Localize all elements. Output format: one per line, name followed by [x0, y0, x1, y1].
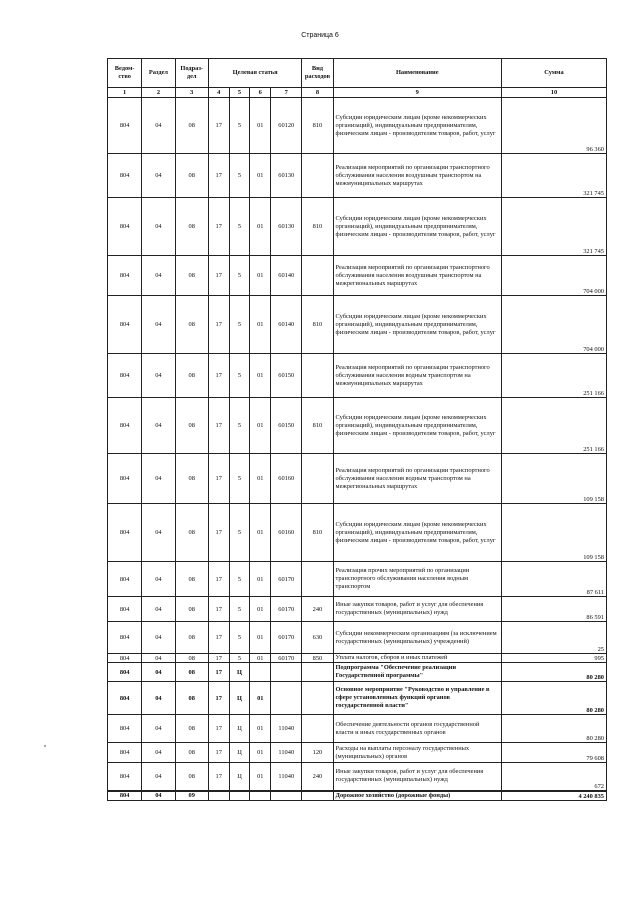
cell-t2: 5 [229, 98, 250, 154]
table-row [108, 98, 607, 154]
cell-razdel: 04 [142, 354, 175, 398]
cell-name: Реализация мероприятий по организации транспортного обслуживания населения водным транспортом на межрегиональных маршрутах [333, 454, 501, 504]
cell-t4: 60160 [271, 454, 302, 504]
cell-t2: 5 [229, 256, 250, 296]
cell-t2: 5 [229, 622, 250, 654]
cell-podrazdel: 08 [175, 682, 208, 715]
scan-speck [44, 745, 46, 747]
cell-ved: 804 [108, 791, 142, 801]
table-row [108, 763, 607, 791]
cell-podrazdel: 08 [175, 622, 208, 654]
cell-razdel: 04 [142, 198, 175, 256]
cell-razdel: 04 [142, 454, 175, 504]
cell-t1: 17 [208, 154, 229, 198]
cell-t3: 01 [250, 454, 271, 504]
header-name: Наименование [333, 59, 501, 88]
cell-sum: 109 158 [501, 504, 606, 562]
cell-podrazdel: 08 [175, 562, 208, 597]
cell-vid: 810 [302, 98, 333, 154]
cell-t4: 11040 [271, 763, 302, 791]
budget-table [107, 58, 607, 801]
cell-t2: Ц [229, 743, 250, 763]
cell-podrazdel: 08 [175, 743, 208, 763]
cell-sum: 86 591 [501, 597, 606, 622]
cell-name: Реализация прочих мероприятий по организации транспортного обслуживания населения водным транспортом [333, 562, 501, 597]
table-row [108, 663, 607, 682]
cell-sum: 80 280 [501, 682, 606, 715]
cell-vid [302, 562, 333, 597]
cell-ved: 804 [108, 354, 142, 398]
table-row [108, 154, 607, 198]
cell-t3: 01 [250, 354, 271, 398]
cell-t3: 01 [250, 296, 271, 354]
cell-t2: 5 [229, 198, 250, 256]
cell-name: Иные закупки товаров, работ и услуг для обеспечения государственных (муниципальных) нужд [333, 597, 501, 622]
cell-sum: 87 611 [501, 562, 606, 597]
cell-t3: 01 [250, 562, 271, 597]
cell-ved: 804 [108, 562, 142, 597]
cell-ved: 804 [108, 654, 142, 663]
cell-t2: Ц [229, 763, 250, 791]
table-row [108, 398, 607, 454]
cell-t2: 5 [229, 354, 250, 398]
cell-t1: 17 [208, 354, 229, 398]
cell-t4: 60120 [271, 98, 302, 154]
cell-podrazdel: 08 [175, 198, 208, 256]
cell-t4: 60140 [271, 296, 302, 354]
cell-t4: 60170 [271, 654, 302, 663]
cell-t2: 5 [229, 154, 250, 198]
cell-t1: 17 [208, 763, 229, 791]
cell-t1 [208, 791, 229, 801]
table-row [108, 256, 607, 296]
cell-razdel: 04 [142, 562, 175, 597]
table-row [108, 682, 607, 715]
cell-t4: 60170 [271, 622, 302, 654]
cell-sum: 4 240 835 [501, 791, 606, 801]
header-vid: Вид расходов [302, 59, 333, 88]
cell-vid: 850 [302, 654, 333, 663]
cell-name: Субсидии юридическим лицам (кроме некоммерческих организаций), индивидуальным предпринимателям, физическим лицам - производителям товаров, работ, услуг [333, 504, 501, 562]
cell-t3: 01 [250, 682, 271, 715]
col-number: 10 [501, 88, 606, 98]
cell-ved: 804 [108, 454, 142, 504]
col-number: 6 [250, 88, 271, 98]
cell-vid [302, 256, 333, 296]
cell-ved: 804 [108, 743, 142, 763]
cell-vid: 240 [302, 763, 333, 791]
table-body [108, 98, 607, 801]
col-number: 3 [175, 88, 208, 98]
cell-name: Субсидии юридическим лицам (кроме некоммерческих организаций), индивидуальным предпринимателям, физическим лицам - производителям товаров, работ, услуг [333, 98, 501, 154]
cell-t2: 5 [229, 597, 250, 622]
cell-podrazdel: 08 [175, 654, 208, 663]
cell-sum: 704 000 [501, 256, 606, 296]
cell-t4 [271, 682, 302, 715]
cell-t4 [271, 663, 302, 682]
cell-t1: 17 [208, 296, 229, 354]
cell-ved: 804 [108, 663, 142, 682]
cell-razdel: 04 [142, 504, 175, 562]
table-row [108, 504, 607, 562]
cell-t1: 17 [208, 663, 229, 682]
cell-razdel: 04 [142, 715, 175, 743]
cell-t2: Ц [229, 663, 250, 682]
cell-t4 [271, 791, 302, 801]
cell-ved: 804 [108, 763, 142, 791]
cell-t1: 17 [208, 454, 229, 504]
cell-t4: 60150 [271, 354, 302, 398]
cell-vid [302, 791, 333, 801]
cell-t1: 17 [208, 597, 229, 622]
cell-vid [302, 154, 333, 198]
cell-t3: 01 [250, 654, 271, 663]
table-row [108, 597, 607, 622]
cell-t3: 01 [250, 198, 271, 256]
table-row [108, 198, 607, 256]
cell-name: Расходы на выплаты персоналу государственных (муниципальных) органов [333, 743, 501, 763]
cell-name: Дорожное хозяйство (дорожные фонды) [333, 791, 501, 801]
header-sum: Сумма [501, 59, 606, 88]
cell-t2: 5 [229, 654, 250, 663]
col-number: 1 [108, 88, 142, 98]
col-number: 4 [208, 88, 229, 98]
cell-t2: 5 [229, 504, 250, 562]
cell-razdel: 04 [142, 743, 175, 763]
cell-t4: 60150 [271, 398, 302, 454]
cell-name: Субсидии юридическим лицам (кроме некоммерческих организаций), индивидуальным предпринимателям, физическим лицам - производителям товаров, работ, услуг [333, 296, 501, 354]
cell-t2: Ц [229, 682, 250, 715]
cell-t3 [250, 791, 271, 801]
cell-ved: 804 [108, 154, 142, 198]
cell-razdel: 04 [142, 398, 175, 454]
cell-vid [302, 682, 333, 715]
table-row [108, 743, 607, 763]
cell-t3: 01 [250, 597, 271, 622]
cell-razdel: 04 [142, 256, 175, 296]
cell-t2 [229, 791, 250, 801]
cell-name: Субсидии некоммерческим организациям (за исключением государственных (муниципальных) учреждений) [333, 622, 501, 654]
cell-vid: 240 [302, 597, 333, 622]
cell-t2: Ц [229, 715, 250, 743]
cell-vid: 630 [302, 622, 333, 654]
cell-podrazdel: 08 [175, 154, 208, 198]
cell-sum: 109 158 [501, 454, 606, 504]
cell-razdel: 04 [142, 296, 175, 354]
cell-vid [302, 715, 333, 743]
cell-t1: 17 [208, 622, 229, 654]
cell-t4: 11040 [271, 743, 302, 763]
cell-t3: 01 [250, 398, 271, 454]
cell-name: Иные закупки товаров, работ и услуг для обеспечения государственных (муниципальных) нужд [333, 763, 501, 791]
cell-podrazdel: 08 [175, 296, 208, 354]
cell-vid: 810 [302, 398, 333, 454]
col-number: 5 [229, 88, 250, 98]
cell-name: Реализация мероприятий по организации транспортного обслуживания населения водным транспортом на межмуниципальных маршрутах [333, 354, 501, 398]
cell-vid [302, 354, 333, 398]
table-row [108, 562, 607, 597]
cell-podrazdel: 08 [175, 256, 208, 296]
cell-vid: 810 [302, 198, 333, 256]
cell-podrazdel: 09 [175, 791, 208, 801]
cell-vid: 120 [302, 743, 333, 763]
cell-name: Подпрограмма "Обеспечение реализации Государственной программы" [333, 663, 501, 682]
cell-ved: 804 [108, 682, 142, 715]
cell-name: Уплата налогов, сборов и иных платежей [333, 654, 501, 663]
cell-sum: 80 280 [501, 663, 606, 682]
cell-t3: 01 [250, 763, 271, 791]
cell-name: Субсидии юридическим лицам (кроме некоммерческих организаций), индивидуальным предпринимателям, физическим лицам - производителям товаров, работ, услуг [333, 198, 501, 256]
cell-t3: 01 [250, 256, 271, 296]
cell-razdel: 04 [142, 791, 175, 801]
cell-t3: 01 [250, 743, 271, 763]
cell-razdel: 04 [142, 654, 175, 663]
cell-t1: 17 [208, 715, 229, 743]
cell-t1: 17 [208, 562, 229, 597]
cell-t4: 60160 [271, 504, 302, 562]
table-row [108, 715, 607, 743]
cell-podrazdel: 08 [175, 504, 208, 562]
cell-t2: 5 [229, 398, 250, 454]
cell-sum: 96 360 [501, 98, 606, 154]
cell-t1: 17 [208, 256, 229, 296]
cell-ved: 804 [108, 398, 142, 454]
cell-razdel: 04 [142, 682, 175, 715]
col-number: 9 [333, 88, 501, 98]
cell-t4: 60140 [271, 256, 302, 296]
cell-t3 [250, 663, 271, 682]
cell-vid [302, 663, 333, 682]
cell-name: Субсидии юридическим лицам (кроме некоммерческих организаций), индивидуальным предпринимателям, физическим лицам - производителям товаров, работ, услуг [333, 398, 501, 454]
cell-razdel: 04 [142, 763, 175, 791]
cell-name: Основное мероприятие "Руководство и управление в сфере установленных функций органов государственной власти" [333, 682, 501, 715]
cell-sum: 251 166 [501, 398, 606, 454]
cell-ved: 804 [108, 296, 142, 354]
cell-razdel: 04 [142, 98, 175, 154]
cell-t3: 01 [250, 504, 271, 562]
cell-t1: 17 [208, 398, 229, 454]
cell-vid: 810 [302, 504, 333, 562]
cell-sum: 251 166 [501, 354, 606, 398]
column-number-row [108, 88, 607, 98]
table-row [108, 454, 607, 504]
cell-t1: 17 [208, 654, 229, 663]
header-razdel: Раздел [142, 59, 175, 88]
cell-podrazdel: 08 [175, 763, 208, 791]
cell-sum: 672 [501, 763, 606, 791]
cell-t2: 5 [229, 454, 250, 504]
col-number: 7 [271, 88, 302, 98]
cell-t4: 60130 [271, 198, 302, 256]
cell-t1: 17 [208, 98, 229, 154]
cell-podrazdel: 08 [175, 663, 208, 682]
cell-sum: 704 000 [501, 296, 606, 354]
cell-podrazdel: 08 [175, 354, 208, 398]
cell-sum: 79 608 [501, 743, 606, 763]
cell-podrazdel: 08 [175, 98, 208, 154]
cell-razdel: 04 [142, 154, 175, 198]
col-number: 8 [302, 88, 333, 98]
cell-t4: 11040 [271, 715, 302, 743]
cell-ved: 804 [108, 98, 142, 154]
table-row [108, 354, 607, 398]
cell-t4: 60130 [271, 154, 302, 198]
cell-podrazdel: 08 [175, 398, 208, 454]
cell-sum: 321 745 [501, 198, 606, 256]
cell-name: Обеспечение деятельности органов государственной власти и иных государственных органов [333, 715, 501, 743]
cell-t3: 01 [250, 715, 271, 743]
cell-t3: 01 [250, 154, 271, 198]
cell-t4: 60170 [271, 597, 302, 622]
table-row [108, 791, 607, 801]
cell-t2: 5 [229, 296, 250, 354]
cell-ved: 804 [108, 597, 142, 622]
table-row [108, 296, 607, 354]
cell-sum: 321 745 [501, 154, 606, 198]
cell-name: Реализация мероприятий по организации транспортного обслуживания населения воздушным транспортом на межмуниципальных маршрутах [333, 154, 501, 198]
cell-ved: 804 [108, 256, 142, 296]
cell-ved: 804 [108, 715, 142, 743]
cell-podrazdel: 08 [175, 597, 208, 622]
cell-t4: 60170 [271, 562, 302, 597]
cell-sum: 995 [501, 654, 606, 663]
cell-ved: 804 [108, 504, 142, 562]
cell-ved: 804 [108, 622, 142, 654]
cell-t3: 01 [250, 622, 271, 654]
cell-vid: 810 [302, 296, 333, 354]
cell-ved: 804 [108, 198, 142, 256]
cell-sum: 80 280 [501, 715, 606, 743]
cell-t1: 17 [208, 682, 229, 715]
cell-t1: 17 [208, 198, 229, 256]
table-row [108, 622, 607, 654]
cell-sum: 25 [501, 622, 606, 654]
cell-t3: 01 [250, 98, 271, 154]
cell-razdel: 04 [142, 597, 175, 622]
cell-t2: 5 [229, 562, 250, 597]
cell-podrazdel: 08 [175, 454, 208, 504]
cell-razdel: 04 [142, 622, 175, 654]
cell-name: Реализация мероприятий по организации транспортного обслуживания населения воздушным транспортом на межрегиональных маршрутах [333, 256, 501, 296]
cell-t1: 17 [208, 743, 229, 763]
header-row [108, 59, 607, 88]
page-header: Страница 6 [301, 32, 339, 39]
cell-podrazdel: 08 [175, 715, 208, 743]
col-number: 2 [142, 88, 175, 98]
cell-t1: 17 [208, 504, 229, 562]
cell-razdel: 04 [142, 663, 175, 682]
header-podrazdel: Подраз-дел [175, 59, 208, 88]
table-row [108, 654, 607, 663]
header-target: Целевая статья [208, 59, 302, 88]
cell-vid [302, 454, 333, 504]
header-ved: Ведом-ство [108, 59, 142, 88]
